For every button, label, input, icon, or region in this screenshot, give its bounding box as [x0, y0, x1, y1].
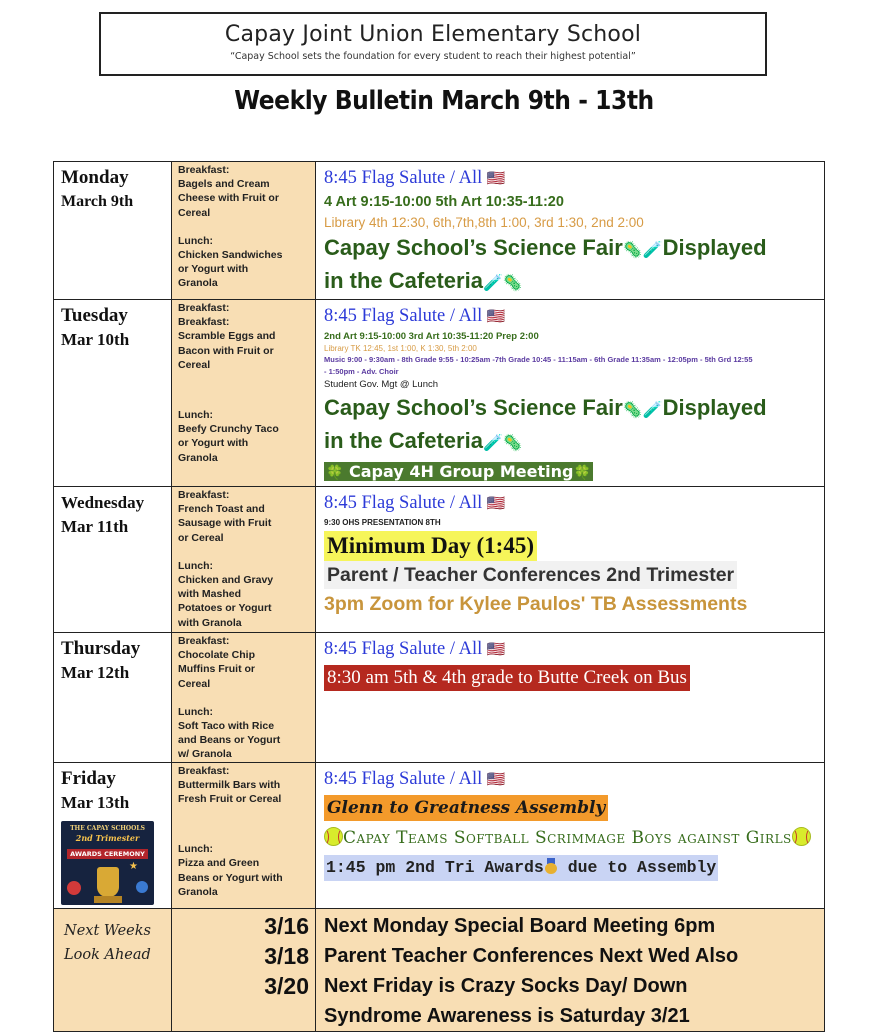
menu-line: Cereal [178, 677, 211, 690]
science-fair-note [324, 393, 820, 426]
4h-meeting-text: Capay 4H Group Meeting [349, 462, 574, 481]
look-ahead-date: 3/20 [264, 972, 309, 999]
poster-line: 2nd Trimester [75, 832, 140, 843]
look-ahead-note: Next Monday Special Board Meeting 6pm [324, 914, 716, 937]
friday-row [54, 762, 825, 908]
menu-line: Scramble Eggs and [178, 330, 276, 343]
menu-line: Breakfast: [178, 635, 230, 647]
menu-line: Potatoes or Yogurt [178, 602, 272, 615]
softball-icon [792, 827, 811, 846]
microbe-icon: 🦠 [622, 242, 643, 259]
flag-salute-text: 8:45 Flag Salute / All [324, 493, 483, 513]
school-header [99, 12, 767, 76]
menu-line: Beans or Yogurt with [178, 871, 283, 884]
menu-line: Breakfast: [178, 489, 230, 501]
look-ahead-row [54, 908, 825, 1031]
glenn-assembly-banner: Glenn to Greatness Assembly [324, 795, 608, 821]
menu-line: Breakfast: [178, 764, 230, 777]
us-flag-icon: 🇺🇸 [486, 309, 506, 325]
day-name: Friday [61, 767, 116, 789]
menu-line: Lunch: [178, 705, 213, 718]
menu-line: Granola [178, 885, 218, 898]
friday-events-cell [316, 762, 825, 908]
day-date: Mar 10th [61, 330, 130, 349]
conferences-banner: Parent / Teacher Conferences 2nd Trimester [324, 561, 737, 589]
test-tube-icon: 🧪 [642, 242, 663, 259]
wednesday-row [54, 487, 825, 633]
flag-salute [324, 490, 820, 517]
friday-menu-cell [172, 762, 316, 908]
softball-icon [324, 827, 343, 846]
day-date: March 9th [61, 193, 134, 210]
thursday-day-cell [54, 633, 172, 763]
star-icon: ★ [129, 860, 138, 872]
balloon-icon [136, 881, 148, 893]
thursday-menu-cell [172, 633, 316, 763]
day-date: Mar 13th [61, 792, 130, 812]
tuesday-row [54, 300, 825, 487]
menu-line: Cereal [178, 358, 211, 371]
test-tube-icon: 🧪 [482, 275, 503, 292]
weekly-schedule-table [53, 161, 825, 1032]
menu-line: or Cereal [178, 531, 224, 544]
menu-line: Cereal [178, 206, 211, 219]
monday-day-cell [54, 162, 172, 300]
awards-banner [324, 855, 718, 881]
look-ahead-dates-cell [172, 908, 316, 1031]
zoom-assessment-note: 3pm Zoom for Kylee Paulos' TB Assessments [324, 593, 748, 615]
day-name: Wednesday [61, 493, 145, 512]
menu-line: Fresh Fruit or Cereal [178, 793, 282, 806]
menu-line: Bacon with Fruit or [178, 344, 274, 357]
look-ahead-label: Next Weeks [64, 922, 151, 939]
monday-menu-cell [172, 162, 316, 300]
4h-meeting-banner [324, 462, 593, 481]
flag-salute-text: 8:45 Flag Salute / All [324, 168, 483, 188]
menu-line: Chocolate Chip [178, 649, 256, 662]
us-flag-icon: 🇺🇸 [486, 496, 506, 512]
trophy-base [94, 896, 122, 903]
wednesday-events-cell [316, 487, 825, 633]
look-ahead-date: 3/16 [264, 912, 309, 939]
science-fair-location [324, 266, 820, 299]
menu-line: Breakfast: [178, 164, 230, 176]
science-fair-text: Displayed [662, 235, 767, 260]
menu-line: with Mashed [178, 588, 242, 601]
menu-line: w/ Granola [178, 748, 232, 761]
flag-salute [324, 766, 820, 793]
minimum-day-banner: Minimum Day (1:45) [324, 531, 537, 561]
art-schedule: 2nd Art 9:15-10:00 3rd Art 10:35-11:20 Prep 2:00 [324, 331, 539, 342]
day-date: Mar 12th [61, 663, 130, 682]
microbe-icon: 🦠 [502, 435, 523, 452]
trophy-icon [97, 867, 119, 897]
menu-line: Pizza and Green [178, 857, 260, 870]
school-name: Capay Joint Union Elementary School [224, 22, 642, 47]
softball-scrimmage-note [324, 821, 820, 855]
science-fair-text: in the Cafeteria [324, 428, 483, 453]
flag-salute-text: 8:45 Flag Salute / All [324, 306, 483, 326]
science-fair-text: Displayed [662, 395, 767, 420]
day-name: Thursday [61, 638, 141, 659]
science-fair-text: Capay School’s Science Fair [324, 395, 623, 420]
balloon-icon [67, 881, 81, 895]
art-schedule: 4 Art 9:15-10:00 5th Art 10:35-11:20 [324, 194, 564, 210]
awards-text: due to Assembly [567, 857, 717, 877]
awards-text: 1:45 pm 2nd Tri Awards [326, 857, 544, 877]
monday-row [54, 162, 825, 300]
look-ahead-label-cell [54, 908, 172, 1031]
menu-line: Beefy Crunchy Taco [178, 423, 279, 436]
awards-ceremony-poster [61, 821, 154, 905]
clover-icon: 🍀 [573, 465, 591, 481]
day-name: Monday [61, 167, 129, 188]
look-ahead-note: Syndrome Awareness is Saturday 3/21 [324, 1004, 690, 1027]
menu-line: Granola [178, 451, 218, 464]
music-schedule: Music 9:00 - 9:30am - 8th Grade 9:55 - 10:25am -7th Grade 10:45 - 11:15am - 6th Grade 11:35am - 12:05pm - 5th Grd 12:55 [324, 355, 753, 364]
microbe-icon: 🦠 [502, 275, 523, 292]
menu-line: Lunch: [178, 843, 213, 856]
menu-line: Chicken Sandwiches [178, 249, 283, 262]
menu-line: Cheese with Fruit or [178, 192, 279, 205]
menu-line: Breakfast: [178, 302, 230, 314]
menu-line: and Beans or Yogurt [178, 734, 281, 747]
softball-text: Capay Teams Softball Scrimmage Boys against Girls [343, 827, 792, 848]
clover-icon: 🍀 [326, 465, 344, 481]
look-ahead-note: Next Friday is Crazy Socks Day/ Down [324, 974, 688, 997]
friday-day-cell [54, 762, 172, 908]
science-fair-note [324, 233, 820, 266]
monday-events-cell [316, 162, 825, 300]
library-schedule: Library TK 12:45, 1st 1:00, K 1:30, 5th 2:00 [324, 344, 477, 353]
microbe-icon: 🦠 [622, 402, 643, 419]
tuesday-events-cell [316, 300, 825, 487]
tuesday-menu-cell [172, 300, 316, 487]
day-date: Mar 11th [61, 517, 129, 536]
menu-line: or Yogurt with [178, 263, 249, 276]
ohs-presentation: 9:30 OHS PRESENTATION 8TH [324, 518, 441, 527]
butte-creek-banner: 8:30 am 5th & 4th grade to Butte Creek on Bus [324, 665, 690, 691]
menu-line: Soft Taco with Rice [178, 720, 275, 733]
flag-salute-text: 8:45 Flag Salute / All [324, 639, 483, 659]
flag-salute [324, 636, 820, 663]
menu-line: with Granola [178, 616, 242, 629]
menu-line: Lunch: [178, 559, 213, 572]
menu-line: Bagels and Cream [178, 178, 270, 191]
thursday-row [54, 633, 825, 763]
look-ahead-notes-cell [316, 908, 825, 1031]
science-fair-text: Capay School’s Science Fair [324, 235, 623, 260]
school-motto: “Capay School sets the foundation for every student to reach their highest potential” [230, 51, 636, 62]
menu-line: Lunch: [178, 234, 213, 247]
flag-salute-text: 8:45 Flag Salute / All [324, 768, 483, 789]
wednesday-menu-cell [172, 487, 316, 633]
science-fair-text: in the Cafeteria [324, 268, 483, 293]
bulletin-title: Weekly Bulletin March 9th - 13th [234, 86, 654, 116]
medal-icon [544, 858, 558, 874]
menu-line: French Toast and [178, 503, 265, 516]
student-gov-note: Student Gov. Mgt @ Lunch [324, 379, 439, 390]
menu-line: or Yogurt with [178, 437, 249, 450]
menu-line: Muffins Fruit or [178, 663, 255, 676]
poster-line: AWARDS CEREMONY [67, 849, 148, 859]
menu-line: Chicken and Gravy [178, 574, 274, 587]
day-name: Tuesday [61, 305, 128, 326]
menu-line: Lunch: [178, 409, 213, 422]
science-fair-location [324, 426, 820, 459]
thursday-events-cell [316, 633, 825, 763]
look-ahead-label: Look Ahead [64, 946, 151, 963]
tuesday-day-cell [54, 300, 172, 487]
music-schedule: - 1:50pm - Adv. Choir [324, 367, 399, 376]
menu-line: Breakfast: [178, 316, 230, 329]
menu-line: Sausage with Fruit [178, 517, 272, 530]
look-ahead-date: 3/18 [264, 942, 309, 969]
menu-line: Granola [178, 277, 218, 290]
flag-salute [324, 165, 820, 192]
us-flag-icon: 🇺🇸 [486, 171, 506, 187]
look-ahead-note: Parent Teacher Conferences Next Wed Also [324, 944, 739, 967]
poster-line: THE CAPAY SCHOOLS [70, 824, 145, 832]
wednesday-day-cell [54, 487, 172, 633]
test-tube-icon: 🧪 [482, 435, 503, 452]
test-tube-icon: 🧪 [642, 402, 663, 419]
flag-salute [324, 303, 820, 330]
us-flag-icon: 🇺🇸 [486, 771, 506, 788]
menu-line: Buttermilk Bars with [178, 778, 281, 791]
us-flag-icon: 🇺🇸 [486, 642, 506, 658]
library-schedule: Library 4th 12:30, 6th,7th,8th 1:00, 3rd 1:30, 2nd 2:00 [324, 215, 644, 230]
